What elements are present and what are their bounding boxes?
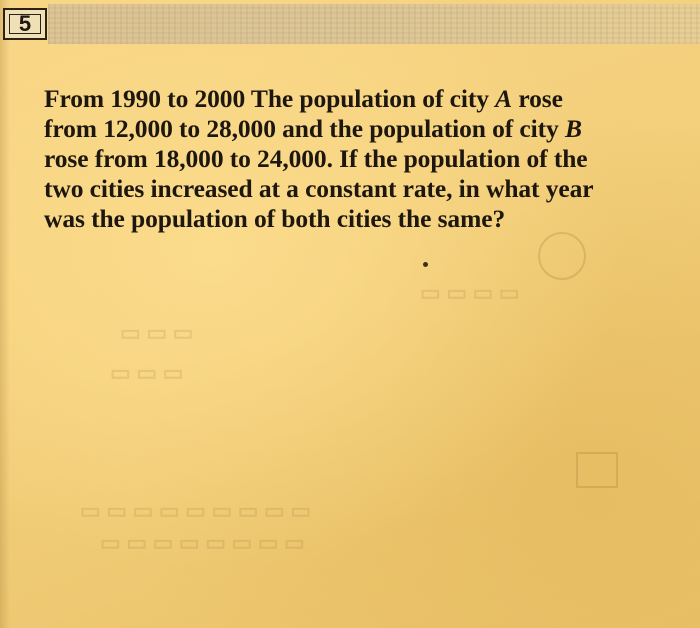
ink-dot <box>423 262 428 267</box>
problem-number: 5 <box>18 11 32 36</box>
question-line: two cities increased at a constant rate, in what year <box>44 174 594 203</box>
question-text <box>44 84 664 234</box>
bleed-through-mark: ▭ ▭ ▭ ▭ ▭ ▭ ▭ ▭ <box>100 530 305 555</box>
bleed-through-box <box>576 452 618 488</box>
problem-number-box <box>3 8 47 40</box>
bleed-through-mark: ▭ ▭ ▭ <box>120 320 194 345</box>
bleed-through-circle <box>538 232 586 280</box>
bleed-through-mark: ▭ ▭ ▭ ▭ <box>420 280 520 305</box>
bleed-through-mark: ▭ ▭ ▭ ▭ ▭ ▭ ▭ ▭ ▭ <box>80 498 312 523</box>
bleed-through-mark: ▭ ▭ ▭ <box>110 360 184 385</box>
question-line: from 12,000 to 28,000 and the population of city B <box>44 114 582 143</box>
page-edge-shadow <box>0 0 10 628</box>
question-line: was the population of both cities the same? <box>44 204 506 233</box>
header-band <box>48 4 700 44</box>
question-line: From 1990 to 2000 The population of city A rose <box>44 84 563 113</box>
question-line: rose from 18,000 to 24,000. If the population of the <box>44 144 588 173</box>
